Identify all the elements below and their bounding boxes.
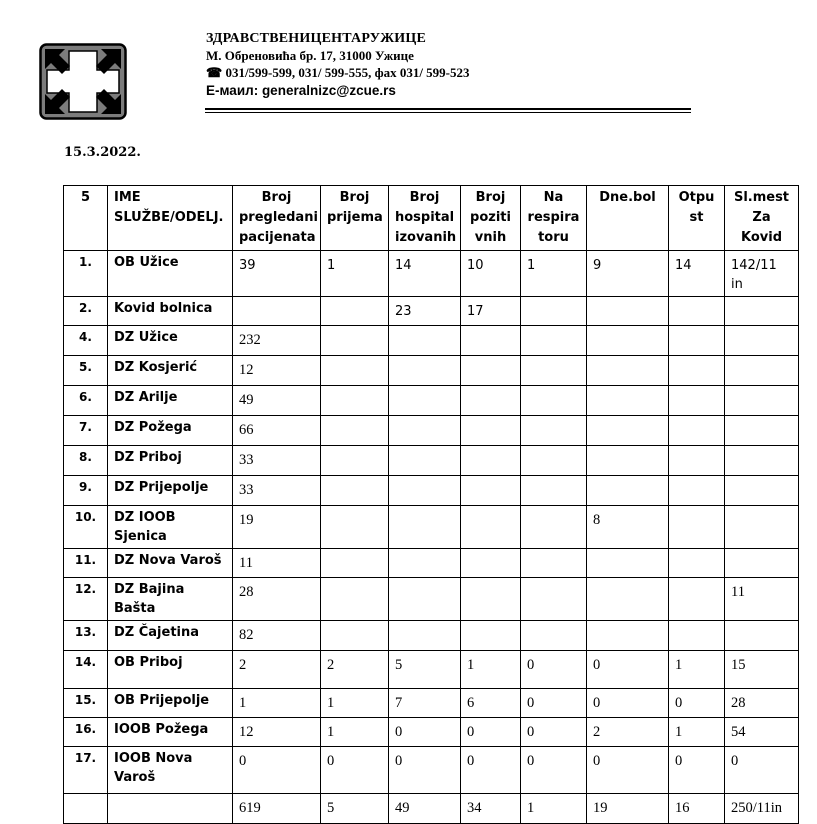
data-cell: 54 — [725, 718, 799, 747]
data-cell — [321, 416, 389, 446]
table-row — [64, 326, 799, 356]
department-name: DZ Užice — [108, 326, 233, 356]
department-name: DZ Bajina Bašta — [108, 578, 233, 621]
column-header: Broj prijema — [321, 186, 389, 251]
table-row — [64, 689, 799, 718]
row-number: 8. — [64, 446, 108, 476]
row-number: 14. — [64, 651, 108, 689]
total-cell: 619 — [233, 794, 321, 824]
data-cell: 49 — [233, 386, 321, 416]
table-row — [64, 718, 799, 747]
department-name: Kovid bolnica — [108, 297, 233, 326]
data-cell — [587, 386, 669, 416]
row-number: 11. — [64, 549, 108, 578]
department-name: DZ Kosjerić — [108, 356, 233, 386]
row-number: 17. — [64, 747, 108, 794]
data-cell — [389, 446, 461, 476]
data-cell — [461, 416, 521, 446]
data-cell: 82 — [233, 621, 321, 651]
data-cell — [321, 386, 389, 416]
data-cell — [321, 621, 389, 651]
data-cell — [725, 621, 799, 651]
data-cell — [669, 416, 725, 446]
data-cell — [587, 549, 669, 578]
column-header: Broj poziti vnih — [461, 186, 521, 251]
data-cell: 0 — [233, 747, 321, 794]
total-cell: 250/11in — [725, 794, 799, 824]
data-cell: 7 — [389, 689, 461, 718]
row-number: 16. — [64, 718, 108, 747]
total-cell: 19 — [587, 794, 669, 824]
data-cell: 1 — [321, 251, 389, 297]
data-cell — [669, 506, 725, 549]
row-number: 6. — [64, 386, 108, 416]
data-cell — [587, 476, 669, 506]
row-number: 2. — [64, 297, 108, 326]
data-cell: 11 — [233, 549, 321, 578]
data-cell: 5 — [389, 651, 461, 689]
data-cell — [669, 476, 725, 506]
table-row — [64, 356, 799, 386]
data-cell: 10 — [461, 251, 521, 297]
data-cell — [725, 326, 799, 356]
data-cell: 0 — [725, 747, 799, 794]
table-row — [64, 476, 799, 506]
data-cell — [321, 446, 389, 476]
column-header: Na respira toru — [521, 186, 587, 251]
data-cell: 12 — [233, 356, 321, 386]
org-phones: ☎ 031/599-599, 031/ 599-555, фах 031/ 599-523 — [206, 65, 470, 80]
data-cell — [725, 386, 799, 416]
data-cell: 0 — [521, 718, 587, 747]
data-cell: 2 — [321, 651, 389, 689]
row-number: 5. — [64, 356, 108, 386]
total-cell: 49 — [389, 794, 461, 824]
table-row — [64, 506, 799, 549]
data-cell — [389, 578, 461, 621]
data-cell — [389, 476, 461, 506]
data-cell — [461, 476, 521, 506]
data-cell: 2 — [233, 651, 321, 689]
data-cell: 17 — [461, 297, 521, 326]
data-cell — [389, 416, 461, 446]
data-cell: 2 — [587, 718, 669, 747]
health-center-logo — [39, 43, 127, 120]
total-cell: 34 — [461, 794, 521, 824]
table-row — [64, 549, 799, 578]
department-name: DZ Priboj — [108, 446, 233, 476]
data-cell: 23 — [389, 297, 461, 326]
data-cell: 0 — [389, 747, 461, 794]
row-number: 1. — [64, 251, 108, 297]
data-cell: 142/11 in — [725, 251, 799, 297]
data-cell — [587, 297, 669, 326]
data-cell: 0 — [587, 689, 669, 718]
data-cell: 0 — [461, 747, 521, 794]
data-cell — [233, 297, 321, 326]
data-cell: 28 — [725, 689, 799, 718]
data-cell: 1 — [669, 651, 725, 689]
data-cell — [587, 416, 669, 446]
table-row — [64, 251, 799, 297]
data-cell — [521, 476, 587, 506]
data-cell — [461, 356, 521, 386]
data-cell — [461, 326, 521, 356]
data-cell — [461, 386, 521, 416]
data-cell: 33 — [233, 476, 321, 506]
data-cell: 1 — [521, 251, 587, 297]
report-table — [63, 185, 799, 824]
data-cell — [389, 386, 461, 416]
table-row — [64, 416, 799, 446]
data-cell — [521, 621, 587, 651]
column-header: Dne.bol — [587, 186, 669, 251]
column-header: Otpu st — [669, 186, 725, 251]
data-cell — [521, 386, 587, 416]
data-cell: 6 — [461, 689, 521, 718]
table-row — [64, 578, 799, 621]
data-cell: 33 — [233, 446, 321, 476]
data-cell — [725, 476, 799, 506]
data-cell: 15 — [725, 651, 799, 689]
data-cell: 39 — [233, 251, 321, 297]
column-header: Broj hospital izovanih — [389, 186, 461, 251]
data-cell — [521, 578, 587, 621]
department-name: DZ Prijepolje — [108, 476, 233, 506]
data-cell — [521, 356, 587, 386]
department-name: DZ Arilje — [108, 386, 233, 416]
data-cell — [521, 506, 587, 549]
total-cell: 16 — [669, 794, 725, 824]
data-cell — [321, 476, 389, 506]
data-cell — [461, 621, 521, 651]
data-cell — [725, 446, 799, 476]
data-cell — [521, 549, 587, 578]
org-name: ЗДРАВСТВЕНИЦЕНТАРУЖИЦЕ — [206, 31, 426, 46]
data-cell — [669, 356, 725, 386]
data-cell: 0 — [321, 747, 389, 794]
data-cell — [321, 326, 389, 356]
data-cell — [389, 621, 461, 651]
row-number: 15. — [64, 689, 108, 718]
data-cell — [669, 386, 725, 416]
data-cell: 1 — [669, 718, 725, 747]
total-cell: 5 — [321, 794, 389, 824]
data-cell — [389, 356, 461, 386]
row-number: 13. — [64, 621, 108, 651]
table-row — [64, 747, 799, 794]
department-name: IOOB Nova Varoš — [108, 747, 233, 794]
data-cell — [725, 297, 799, 326]
letterhead-rule-thick — [205, 108, 691, 110]
data-cell — [521, 416, 587, 446]
data-cell: 1 — [233, 689, 321, 718]
department-name: DZ Nova Varoš — [108, 549, 233, 578]
data-cell — [321, 549, 389, 578]
data-cell — [461, 549, 521, 578]
table-row — [64, 651, 799, 689]
department-name: DZ IOOB Sjenica — [108, 506, 233, 549]
data-cell: 0 — [669, 689, 725, 718]
data-cell — [461, 506, 521, 549]
column-header: Sl.mest Za Kovid — [725, 186, 799, 251]
data-cell — [587, 356, 669, 386]
data-cell — [725, 416, 799, 446]
data-cell: 0 — [389, 718, 461, 747]
data-cell: 9 — [587, 251, 669, 297]
department-name: DZ Čajetina — [108, 621, 233, 651]
data-cell: 28 — [233, 578, 321, 621]
data-cell: 0 — [521, 747, 587, 794]
data-cell — [587, 326, 669, 356]
data-cell — [669, 578, 725, 621]
data-cell — [725, 356, 799, 386]
empty-cell — [64, 794, 108, 824]
data-cell — [725, 549, 799, 578]
data-cell — [521, 297, 587, 326]
table-row — [64, 297, 799, 326]
row-number: 7. — [64, 416, 108, 446]
data-cell — [461, 446, 521, 476]
department-name: OB Užice — [108, 251, 233, 297]
data-cell — [321, 297, 389, 326]
data-cell: 0 — [521, 651, 587, 689]
table-row — [64, 446, 799, 476]
letterhead — [206, 30, 470, 99]
data-cell — [669, 297, 725, 326]
data-cell: 1 — [461, 651, 521, 689]
data-cell: 1 — [321, 689, 389, 718]
department-name: IOOB Požega — [108, 718, 233, 747]
data-cell: 0 — [587, 747, 669, 794]
table-row — [64, 386, 799, 416]
letterhead-rule-thin — [205, 112, 691, 113]
data-cell — [521, 326, 587, 356]
data-cell — [461, 578, 521, 621]
data-cell: 0 — [587, 651, 669, 689]
department-name: OB Prijepolje — [108, 689, 233, 718]
department-name: DZ Požega — [108, 416, 233, 446]
row-number: 10. — [64, 506, 108, 549]
data-cell: 0 — [669, 747, 725, 794]
data-cell: 14 — [669, 251, 725, 297]
data-cell — [587, 578, 669, 621]
data-cell — [321, 578, 389, 621]
table-row — [64, 621, 799, 651]
table-header-row — [64, 186, 799, 251]
data-cell — [669, 446, 725, 476]
data-cell — [321, 506, 389, 549]
data-cell: 232 — [233, 326, 321, 356]
empty-cell — [108, 794, 233, 824]
report-date: 15.3.2022. — [64, 145, 141, 160]
total-cell: 1 — [521, 794, 587, 824]
data-cell — [521, 446, 587, 476]
data-cell: 0 — [461, 718, 521, 747]
row-number: 12. — [64, 578, 108, 621]
data-cell — [321, 356, 389, 386]
data-cell — [389, 506, 461, 549]
data-cell: 8 — [587, 506, 669, 549]
data-cell — [587, 621, 669, 651]
row-number: 9. — [64, 476, 108, 506]
data-cell: 19 — [233, 506, 321, 549]
data-cell — [669, 621, 725, 651]
data-cell: 1 — [321, 718, 389, 747]
data-cell: 12 — [233, 718, 321, 747]
data-cell — [389, 326, 461, 356]
data-cell: 11 — [725, 578, 799, 621]
org-address: М. Обреновића бр. 17, 31000 Ужице — [206, 48, 414, 63]
column-header: Broj pregledani pacijenata — [233, 186, 321, 251]
column-header: 5 — [64, 186, 108, 251]
data-cell — [389, 549, 461, 578]
data-cell — [725, 506, 799, 549]
data-cell: 66 — [233, 416, 321, 446]
org-email: Е-маил: generalnizc@zcue.rs — [206, 83, 396, 98]
data-cell: 0 — [521, 689, 587, 718]
data-cell — [587, 446, 669, 476]
totals-row — [64, 794, 799, 824]
data-cell: 14 — [389, 251, 461, 297]
department-name: OB Priboj — [108, 651, 233, 689]
column-header: IME SLUŽBE/ODELJ. — [108, 186, 233, 251]
data-cell — [669, 326, 725, 356]
row-number: 4. — [64, 326, 108, 356]
data-cell — [669, 549, 725, 578]
